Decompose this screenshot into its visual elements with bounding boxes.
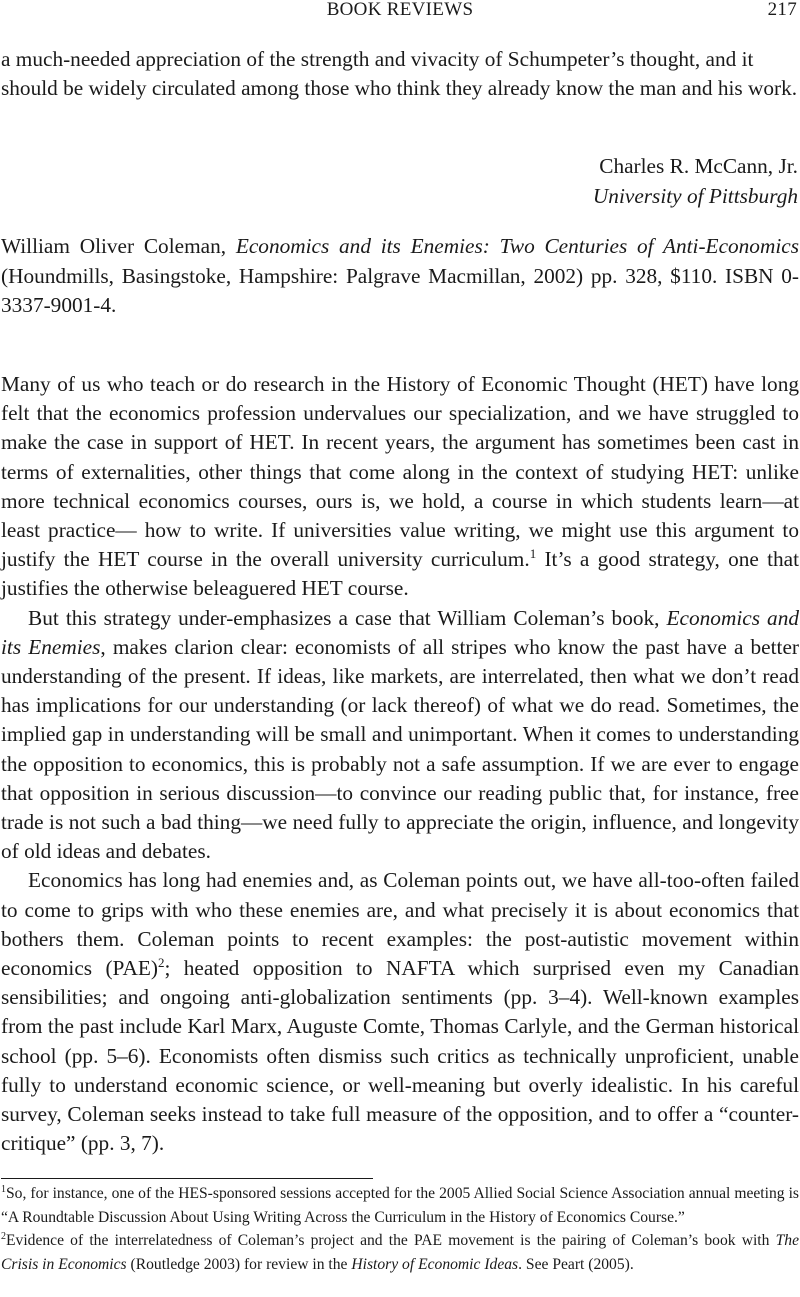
paragraph-3-text: Economics has long had enemies and, as Coleman points out, we have all-too-often failed to come to grips with who these enemies are, and what precisely it is about economics that bothers them. Coleman points to recent examples: the post-autistic movement within economics (PAE) xyxy=(1,868,799,981)
footnotes xyxy=(1,1182,799,1276)
citation-author: William Oliver Coleman, xyxy=(1,234,236,258)
footnote-2-mark: 2 xyxy=(1,1230,6,1242)
footnote-2-text-cont: (Routledge 2003) for review in the xyxy=(126,1255,352,1273)
paragraph-1 xyxy=(1,370,799,604)
footnote-2-title-2: History of Economic Ideas xyxy=(351,1255,519,1273)
reviewer-affiliation: University of Pittsburgh xyxy=(592,183,798,208)
footnote-2-text-end: . See Peart (2005). xyxy=(518,1255,634,1273)
paragraph-2-text-cont: , makes clarion clear: economists of all stripes who know the past have a better understanding of the present. If ideas, like markets, are interrelated, then what we don’t read has implications for our understanding (or lack thereof) of what we do read. Sometimes, the implied gap in understanding will be small and unimportant. When it comes to understanding the opposition to economics, this is probably not a safe assumption. If we are ever to engage that opposition in serious discussion—to convince our reading public that, for instance, free trade is not such a bad thing—we need fully to appreciate the origin, influence, and longevity of old ideas and debates. xyxy=(1,634,799,864)
reviewer-signature xyxy=(593,152,798,211)
footnote-2-text: Evidence of the interrelatedness of Coleman’s project and the PAE movement is the pairing of Coleman’s book with xyxy=(6,1232,776,1249)
footnote-1-text: So, for instance, one of the HES-sponsored sessions accepted for the 2005 Allied Social Science Association annual meeting is “A Roundtable Discussion About Using Writing Across the Curriculum in the History of Economics Course.” xyxy=(1,1185,799,1226)
footnote-1-mark: 1 xyxy=(1,1183,6,1195)
running-header xyxy=(0,0,800,24)
citation-publication: (Houndmills, Basingstoke, Hampshire: Palgrave Macmillan, 2002) pp. 328, $110. ISBN 0-3337-9001-4. xyxy=(1,263,799,317)
citation-line xyxy=(1,232,799,321)
paragraph-2-book-title: Economics and its Enemies xyxy=(1,605,799,659)
paragraph-2-text: But this strategy under-emphasizes a case that William Coleman’s book, xyxy=(28,605,667,630)
review-body xyxy=(1,370,799,1158)
paragraph-2 xyxy=(1,604,799,867)
book-citation xyxy=(1,232,799,321)
paragraph-3-text-cont: ; heated opposition to NAFTA which surprised even my Canadian sensibilities; and ongoing anti-globalization sentiments (pp. 3–4). Well-known examples from the past include Karl Marx, Auguste Comte, Thomas Carlyle, and the German historical school (pp. 5–6). Economists often dismiss such critics as technically unproficient, unable fully to understand economic science, or well-meaning but overly idealistic. In his careful survey, Coleman seeks instead to take full measure of the opposition, and to offer a “counter-critique” (pp. 3, 7). xyxy=(1,956,799,1156)
footnote-2-title-1: The Crisis in Economics xyxy=(1,1232,799,1273)
paragraph-1-text: Many of us who teach or do research in the History of Economic Thought (HET) have long felt that the economics profession undervalues our specialization, and we have struggled to make the case in support of HET. In recent years, the argument has sometimes been cast in terms of externalities, other things that come along in the context of studying HET: unlike more technical economics courses, ours is, we hold, a course in which students learn—at least practice— how to write. If universities value writing, we might use this argument to justify the HET course in the overall university curriculum. xyxy=(1,372,799,572)
footnote-ref-2: 2 xyxy=(157,954,165,970)
running-title: BOOK REVIEWS xyxy=(326,0,474,20)
previous-review-ending xyxy=(1,45,799,103)
footnote-2 xyxy=(1,1229,799,1276)
paragraph-3 xyxy=(1,866,799,1158)
previous-review-text: a much-needed appreciation of the strength and vivacity of Schumpeter’s thought, and it should be widely circulated among those who think they already know the man and his work. xyxy=(1,47,798,101)
footnote-divider xyxy=(1,1178,373,1179)
footnote-1 xyxy=(1,1182,799,1229)
citation-title: Economics and its Enemies: Two Centuries of Anti-Economics xyxy=(235,234,799,258)
footnote-ref-1: 1 xyxy=(529,546,537,562)
page-number: 217 xyxy=(767,0,797,20)
reviewer-name: Charles R. McCann, Jr. xyxy=(599,154,798,178)
paragraph-1-text-cont: It’s a good strategy, one that justifies the otherwise beleaguered HET course. xyxy=(1,547,800,601)
